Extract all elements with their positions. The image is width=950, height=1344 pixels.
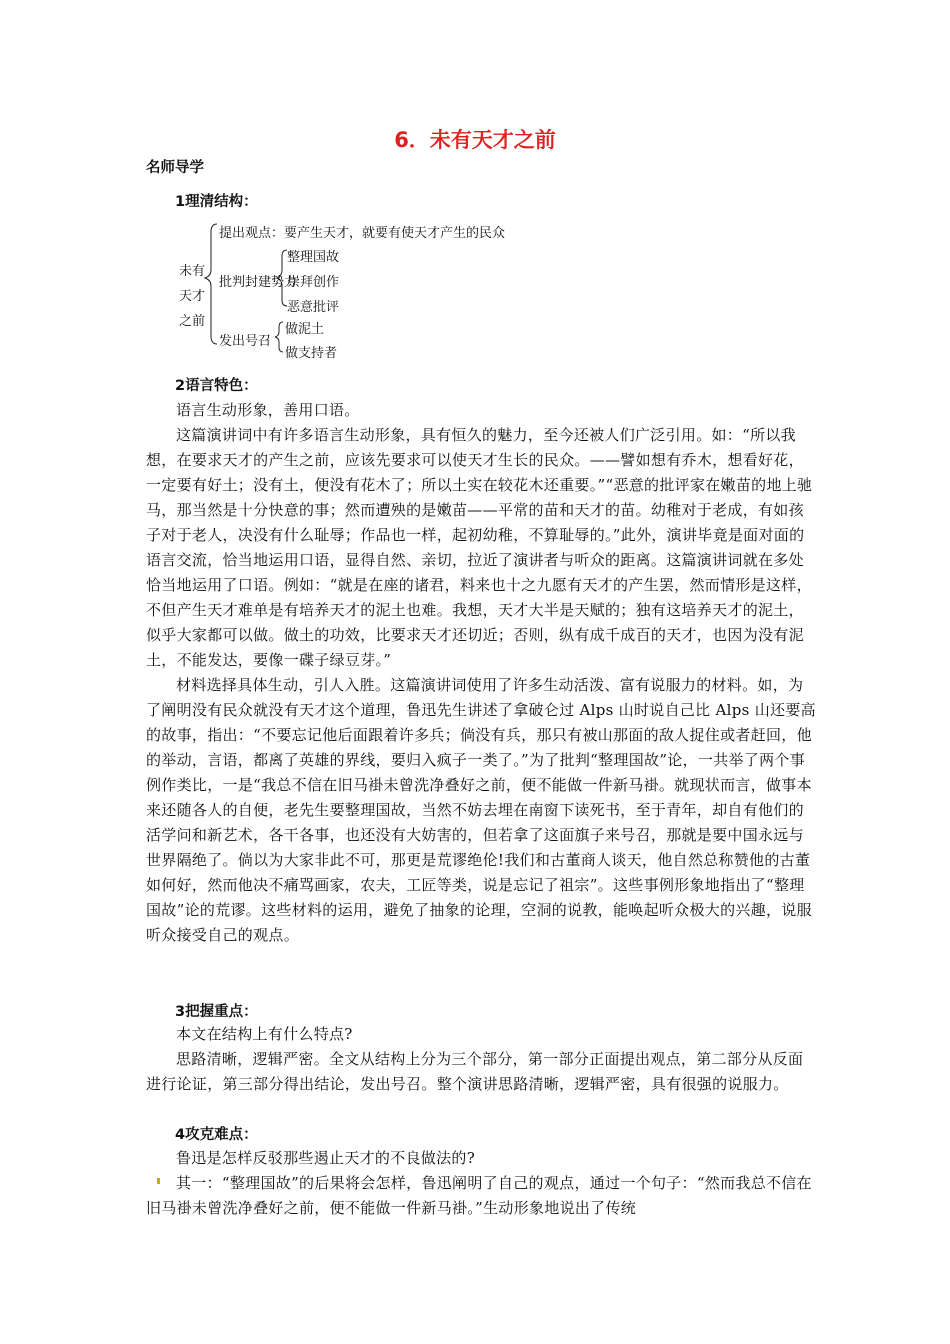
diagram-branch-viewpoint: 提出观点：要产生天才，就要有使天才产生的民众: [219, 226, 506, 241]
diagram-branch-criticize: 批判封建势力: [219, 275, 298, 290]
difficult-section-text: [146, 1146, 818, 1221]
guide-heading: 名师导学: [146, 160, 204, 176]
diagram-root-line-1: 未有: [179, 264, 206, 279]
paragraph: 语言生动形象，善用口语。: [176, 401, 360, 419]
paragraph: 其一：“整理国故”的后果将会怎样，鲁迅阐明了自己的观点，通过一个句子：“然而我总不信在旧马褂未曾洗净叠好之前，便不能做一件新马褂。”生动形象地说出了传统: [146, 1174, 812, 1217]
diagram-root-line-2: 天才: [179, 289, 206, 304]
marker-dot: [157, 1178, 160, 1184]
paragraph: 本文在结构上有什么特点?: [176, 1025, 353, 1043]
page-title: 6．未有天才之前: [394, 128, 556, 152]
paragraph: 思路清晰，逻辑严密。全文从结构上分为三个部分，第一部分正面提出观点，第二部分从反面进行论证，第三部分得出结论，发出号召。整个演讲思路清晰，逻辑严密，具有很强的说服力。: [146, 1050, 804, 1093]
section-heading-structure: 1理清结构：: [175, 194, 258, 210]
diagram-leaf-2: 崇拜创作: [287, 275, 340, 290]
diagram-root-line-3: 之前: [179, 314, 206, 329]
key-section-text: [146, 1022, 818, 1097]
diagram-leaf-4: 做泥土: [285, 322, 325, 337]
paragraph: 这篇演讲词中有许多语言生动形象，具有恒久的魅力，至今还被人们广泛引用。如：“所以我想，在要求天才的产生之前，应该先要求可以使天才生长的民众。——譬如想有乔木，想看好花，一定要有好土；没有土，便没有花木了；所以土实在较花木还重要。”“恶意的批评家在嫩苗的地上驰马，那当然是十分快意的事；然而遭殃的是嫩苗——平常的苗和天才的苗。幼稚对于老成，有如孩子对于老人，决没有什么耻辱；作品也一样，起初幼稚，不算耻辱的。”此外，演讲毕竟是面对面的语言交流，恰当地运用口语，显得自然、亲切，拉近了演讲者与听众的距离。这篇演讲词就在多处恰当地运用了口语。例如：“就是在座的诸君，料来也十之九愿有天才的产生罢，然而情形是这样，不但产生天才难单是有培养天才的泥土也难。我想，天才大半是天赋的；独有这培养天才的泥土，似乎大家都可以做。做土的功效，比要求天才还切近；否则，纵有成千成百的天才，也因为没有泥土，不能发达，要像一碟子绿豆芽。”: [146, 426, 813, 669]
diagram-leaf-5: 做支持者: [285, 346, 338, 361]
paragraph: 材料选择具体生动，引人入胜。这篇演讲词使用了许多生动活泼、富有说服力的材料。如，为了阐明没有民众就没有天才这个道理，鲁迅先生讲述了拿破仑过 Alps 山时说自己比 Alps 山还要高的故事，指出：“不要忘记他后面跟着许多兵；倘没有兵，那只有被山那面的敌人捉住或者赶回，他的举动，言语，都离了英雄的界线，要归入疯子一类了。”为了批判“整理国故”论，一共举了两个事例作类比，一是“我总不信在旧马褂未曾洗净叠好之前，便不能做一件新马褂。就现状而言，做事本来还随各人的自便，老先生要整理国故，当然不妨去埋在南窗下读死书，至于青年，却自有他们的活学问和新艺术，各干各事，也还没有大妨害的，但若拿了这面旗子来号召，那就是要中国永远与世界隔绝了。倘以为大家非此不可，那更是荒谬绝伦!我们和古董商人谈天，他自然总称赞他的古董如何好，然而他决不痛骂画家，农夫，工匠等类，说是忘记了祖宗”。这些事例形象地指出了“整理国故”论的荒谬。这些材料的运用，避免了抽象的论理，空洞的说教，能唤起听众极大的兴趣，说服听众接受自己的观点。: [146, 676, 816, 944]
diagram-leaf-3: 恶意批评: [287, 300, 340, 315]
section-heading-language: 2语言特色：: [175, 378, 258, 394]
language-section-text: [146, 398, 818, 948]
diagram-leaf-1: 整理国故: [287, 250, 340, 265]
section-heading-difficult: 4攻克难点：: [175, 1127, 258, 1143]
diagram-branch-call: 发出号召: [219, 334, 272, 349]
structure-diagram: [175, 216, 555, 366]
paragraph: 鲁迅是怎样反驳那些遏止天才的不良做法的?: [176, 1149, 476, 1167]
section-heading-key: 3把握重点：: [175, 1004, 258, 1020]
